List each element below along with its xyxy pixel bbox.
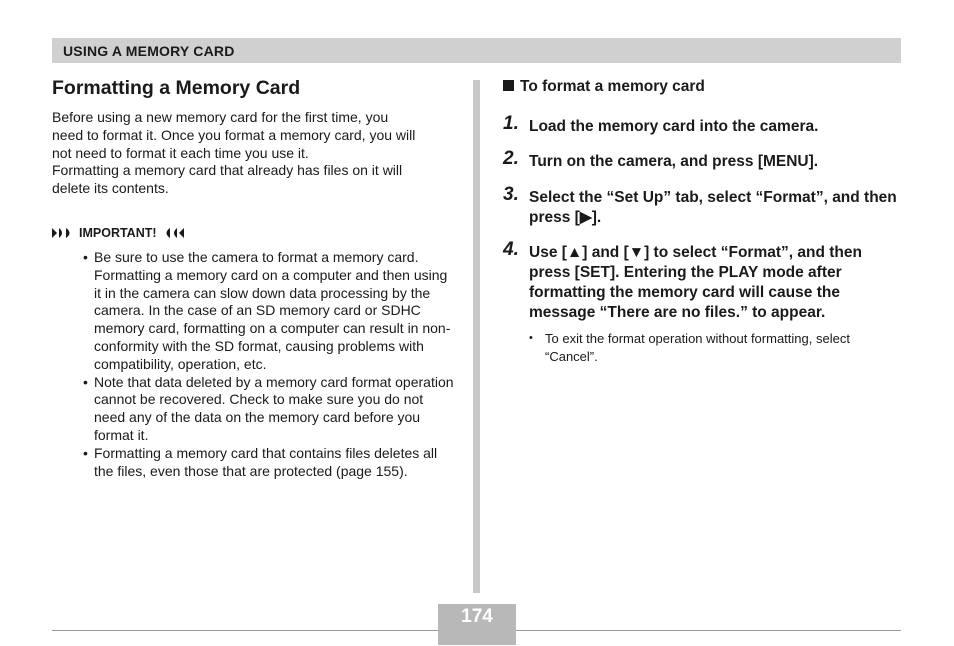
important-notice-header	[52, 225, 454, 241]
important-right-icon	[162, 227, 184, 239]
right-column	[503, 76, 903, 365]
intro-line: delete its contents.	[52, 180, 169, 197]
important-list	[52, 249, 454, 480]
section-header-bar	[52, 38, 901, 63]
important-item: • Be sure to use the camera to format a memory card. Formatting a memory card on a computer and then using it in the camera can slow down data processing by the camera. In the case of an SD memory card or SDHC memory card, formatting on a computer can result in non-conformity with the SD format, causing problems with compatibility, operation, etc.	[83, 249, 454, 374]
section-title: USING A MEMORY CARD	[63, 43, 235, 59]
step-note: • To exit the format operation without formatting, select “Cancel”.	[529, 330, 903, 365]
procedure-subheading-text: To format a memory card	[520, 78, 705, 95]
step-item	[503, 239, 903, 323]
step-number: 3.	[503, 184, 519, 205]
intro-line: Formatting a memory card that already has files on it will	[52, 162, 403, 179]
square-bullet-icon	[503, 80, 514, 91]
procedure-steps	[503, 113, 903, 323]
page-heading: Formatting a Memory Card	[52, 77, 301, 99]
step-number: 4.	[503, 239, 519, 260]
step-number: 2.	[503, 148, 519, 169]
page-number: 174	[461, 606, 493, 627]
important-left-icon	[52, 227, 74, 239]
step-number: 1.	[503, 113, 519, 134]
important-label: IMPORTANT!	[79, 225, 157, 240]
left-column	[52, 76, 454, 480]
intro-line: need to format it. Once you format a memory card, you will	[52, 126, 416, 143]
column-divider	[473, 80, 480, 593]
important-item: • Formatting a memory card that contains files deletes all the files, even those that are protected (page 155).	[83, 445, 454, 481]
procedure-subheading	[503, 76, 903, 98]
step-text: Turn on the camera, and press [MENU].	[529, 153, 819, 170]
important-item: • Note that data deleted by a memory card format operation cannot be recovered. Check to make sure you do not need any of the data on the memory card before you format it.	[83, 374, 454, 445]
step-item	[503, 148, 903, 172]
step-text: Load the memory card into the camera.	[529, 118, 819, 135]
intro-line: not need to format it each time you use it.	[52, 144, 309, 161]
intro-line: Before using a new memory card for the first time, you	[52, 109, 389, 125]
step-item	[503, 184, 903, 228]
step-item	[503, 113, 903, 137]
step-text: Select the “Set Up” tab, select “Format”, and then press [▶].	[529, 189, 897, 226]
step-note-list	[529, 330, 903, 365]
page-number-box	[438, 604, 516, 645]
step-text: Use [▲] and [▼] to select “Format”, and then press [SET]. Entering the PLAY mode after formatting the memory card will cause the message “There are no files.” to appear.	[529, 244, 862, 321]
intro-paragraph	[52, 109, 454, 198]
